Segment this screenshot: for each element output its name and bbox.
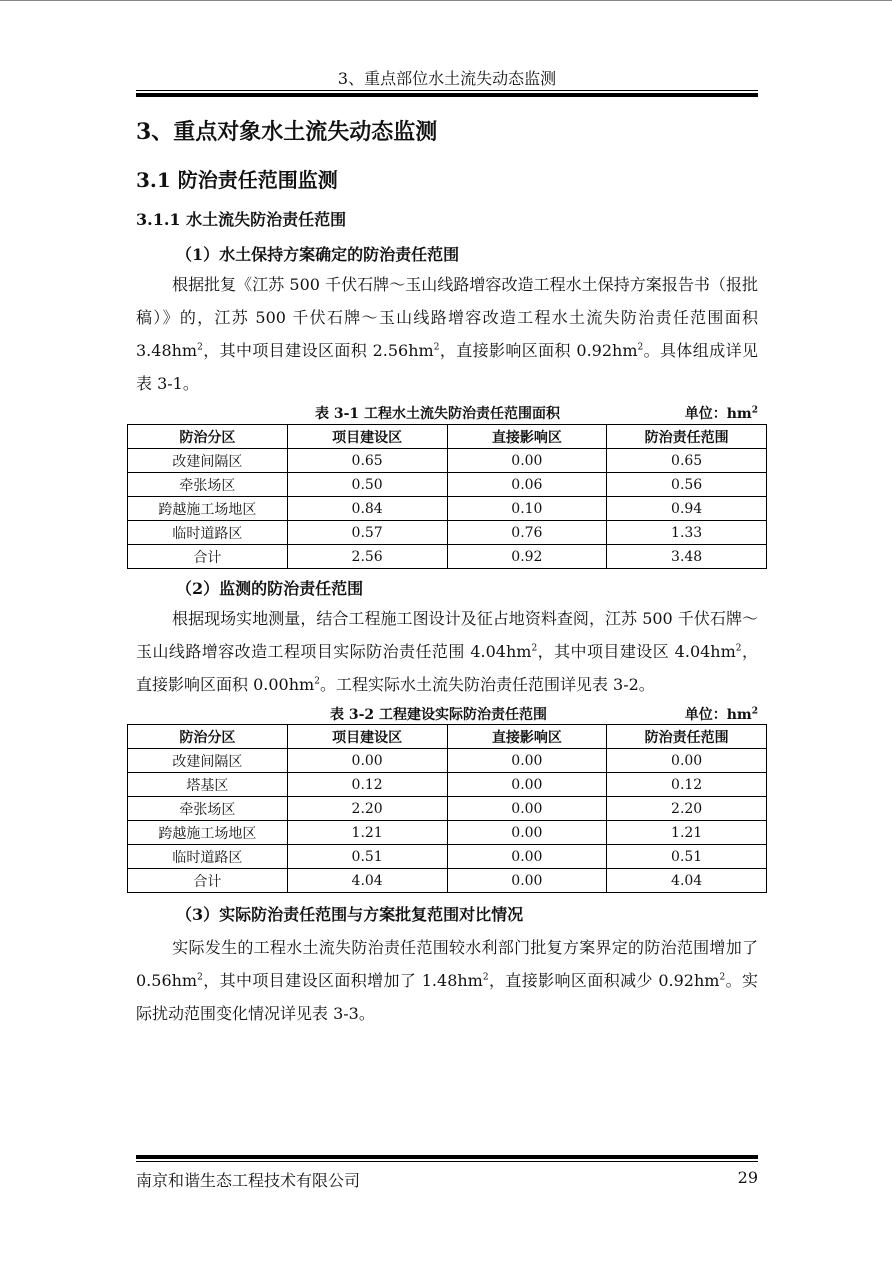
table-cell: 改建间隔区 (128, 749, 288, 773)
chapter-heading: 3、重点对象水土流失动态监测 (136, 119, 438, 145)
table-cell: 跨越施工场地区 (128, 497, 288, 521)
table-row (128, 797, 767, 821)
table-cell: 0.57 (287, 521, 447, 545)
table-row (128, 497, 767, 521)
table-header-row (128, 425, 767, 449)
table-3-2 (127, 724, 767, 893)
subsection-heading: 3.1.1 水土流失防治责任范围 (136, 210, 347, 229)
footer-rule-thick (136, 1155, 758, 1159)
table-cell: 2.56 (287, 545, 447, 569)
table-cell: 0.00 (447, 449, 607, 473)
running-header: 3、重点部位水土流失动态监测 (337, 69, 557, 88)
table-cell: 0.92 (447, 545, 607, 569)
table-cell: 塔基区 (128, 773, 288, 797)
table-cell: 0.06 (447, 473, 607, 497)
section-heading: 3.1 防治责任范围监测 (136, 168, 338, 192)
table-cell: 0.50 (287, 473, 447, 497)
table-row (128, 521, 767, 545)
table-row (128, 749, 767, 773)
table-cell: 0.00 (287, 749, 447, 773)
table-cell: 1.33 (607, 521, 767, 545)
table-row (128, 473, 767, 497)
table-cell: 0.65 (607, 449, 767, 473)
header-rule-thick (136, 93, 758, 97)
table-3-1 (127, 424, 767, 569)
table-cell: 临时道路区 (128, 521, 288, 545)
table-cell: 2.20 (287, 797, 447, 821)
table-header-cell: 直接影响区 (447, 425, 607, 449)
table-header-cell: 防治分区 (128, 425, 288, 449)
table-cell: 跨越施工场地区 (128, 821, 288, 845)
table-cell: 临时道路区 (128, 845, 288, 869)
paragraph-monitored-scope: 根据现场实地测量，结合工程施工图设计及征占地资料查阅，江苏 500 千伏石牌～玉山线路增容改造工程项目实际防治责任范围 $4.04hm^2$，其中项目建设区 $4.04hm^2$，直接影响区面积 $0.00hm^2$。工程实际水土流失防治责任范围详见表 3-2。 (136, 609, 758, 694)
table-cell: 0.00 (447, 821, 607, 845)
table-cell: 0.00 (447, 869, 607, 893)
table-cell: 改建间隔区 (128, 449, 288, 473)
table-cell: 0.51 (287, 845, 447, 869)
table-header-cell: 防治分区 (128, 725, 288, 749)
table-cell: 牵张场区 (128, 473, 288, 497)
table-cell: 0.51 (607, 845, 767, 869)
table-header-cell: 直接影响区 (447, 725, 607, 749)
table-row (128, 845, 767, 869)
table-cell: 0.00 (447, 797, 607, 821)
table-cell: 0.00 (447, 749, 607, 773)
table-row (128, 773, 767, 797)
table-3-2-caption: 表 3-2 工程建设实际防治责任范围 (330, 707, 548, 723)
table-cell: 合计 (128, 869, 288, 893)
subheading-plan-scope: （1）水土保持方案确定的防治责任范围 (176, 245, 460, 264)
table-cell: 0.56 (607, 473, 767, 497)
table-cell: 0.10 (447, 497, 607, 521)
paragraph-plan-scope: 根据批复《江苏 500 千伏石牌～玉山线路增容改造工程水土保持方案报告书（报批稿）》的，江苏 500 千伏石牌～玉山线路增容改造工程水土流失防治责任范围面积 $3.48hm^2$，其中项目建设区面积 $2.56hm^2$，直接影响区面积 $0.92hm^2$。具体组成详见表 3-1。 (136, 275, 758, 393)
table-cell: 牵张场区 (128, 797, 288, 821)
table-cell: 0.00 (447, 845, 607, 869)
table-cell: 4.04 (607, 869, 767, 893)
table-cell: 3.48 (607, 545, 767, 569)
table-cell: 0.12 (287, 773, 447, 797)
table-cell: 0.84 (287, 497, 447, 521)
table-total-row (128, 869, 767, 893)
table-header-row (128, 725, 767, 749)
table-3-1-caption: 表 3-1 工程水土流失防治责任范围面积 (315, 406, 561, 422)
table-cell: 4.04 (287, 869, 447, 893)
table-total-row (128, 545, 767, 569)
page-number: 29 (737, 1168, 758, 1187)
table-cell: 0.12 (607, 773, 767, 797)
table-cell: 1.21 (607, 821, 767, 845)
table-cell: 1.21 (287, 821, 447, 845)
subheading-comparison: （3）实际防治责任范围与方案批复范围对比情况 (176, 905, 524, 924)
table-cell: 0.76 (447, 521, 607, 545)
table-row (128, 449, 767, 473)
subheading-monitored-scope: （2）监测的防治责任范围 (176, 579, 364, 598)
table-header-cell: 项目建设区 (287, 425, 447, 449)
table-cell: 0.00 (607, 749, 767, 773)
table-cell: 2.20 (607, 797, 767, 821)
table-cell: 0.00 (447, 773, 607, 797)
paragraph-comparison: 实际发生的工程水土流失防治责任范围较水利部门批复方案界定的防治范围增加了 $0.56hm^2$，其中项目建设区面积增加了 $1.48hm^2$，直接影响区面积减少 $0.92hm^2$。实际扰动范围变化情况详见表 3-3。 (136, 938, 758, 1023)
footer-rule-thin (136, 1161, 758, 1162)
table-header-cell: 项目建设区 (287, 725, 447, 749)
table-cell: 0.65 (287, 449, 447, 473)
scan-top-edge (0, 0, 892, 1)
table-header-cell: 防治责任范围 (607, 425, 767, 449)
footer-company: 南京和谐生态工程技术有限公司 (136, 1171, 361, 1190)
table-cell: 0.94 (607, 497, 767, 521)
table-row (128, 821, 767, 845)
table-3-1-unit: 单位：$hm^2$ (684, 405, 758, 422)
header-rule-thin (136, 90, 758, 91)
table-header-cell: 防治责任范围 (607, 725, 767, 749)
table-3-2-unit: 单位：$hm^2$ (684, 706, 758, 723)
table-cell: 合计 (128, 545, 288, 569)
